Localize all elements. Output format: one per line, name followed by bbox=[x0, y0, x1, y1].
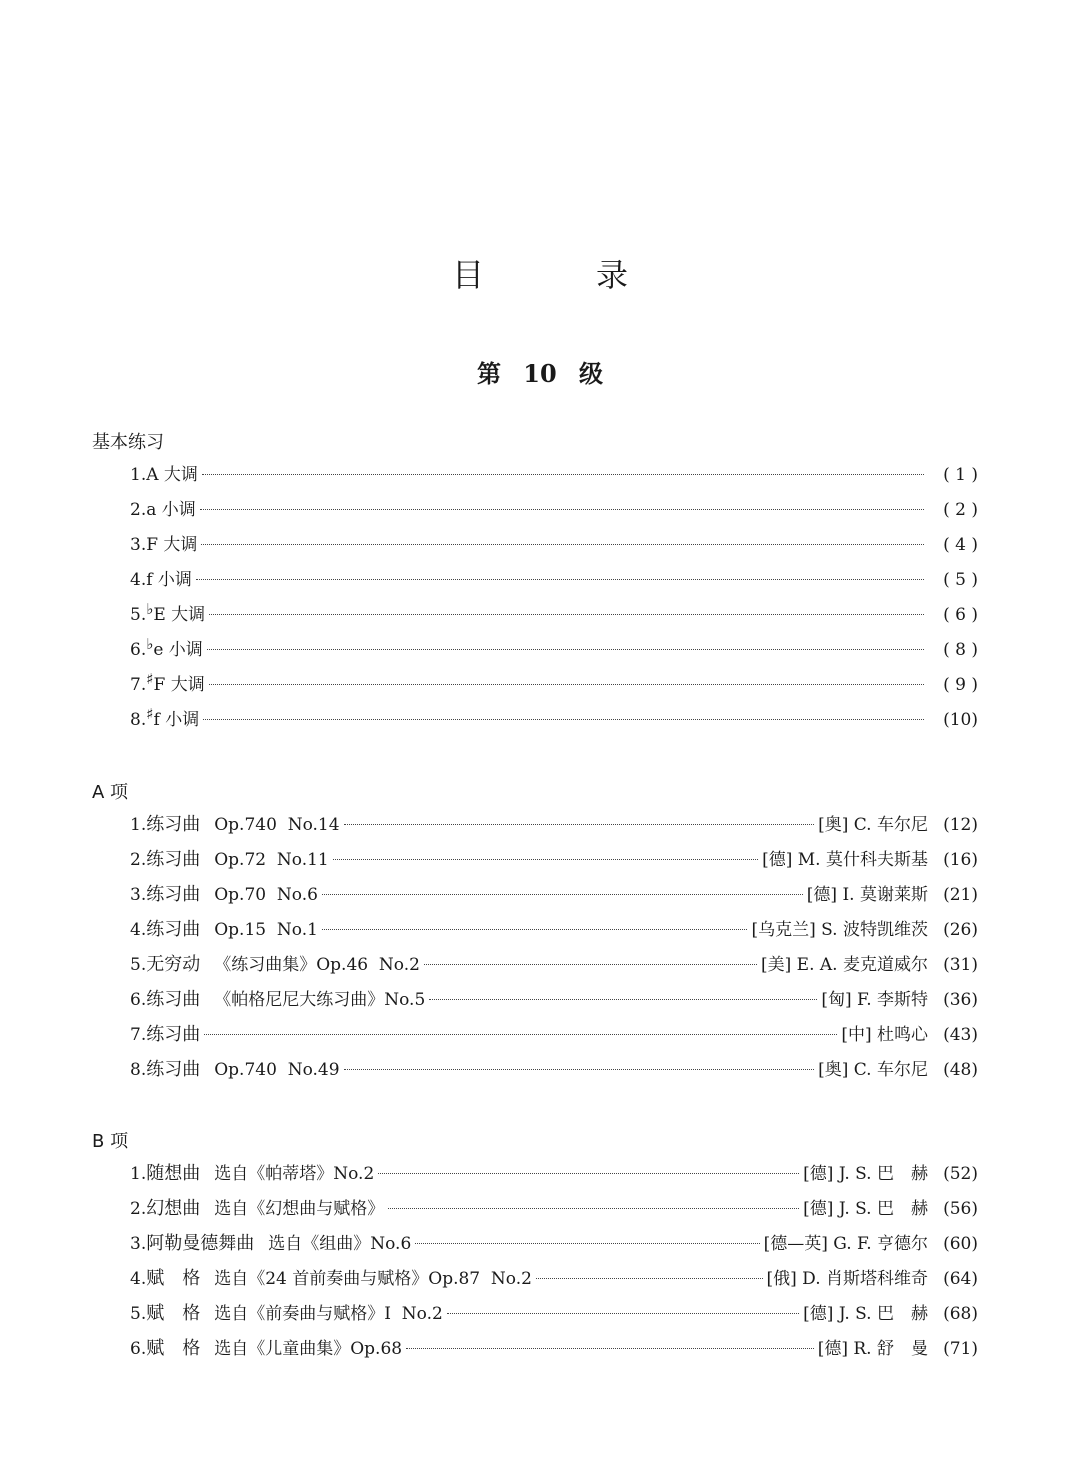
entry-number: 6. bbox=[130, 640, 147, 660]
entry-page: (36) bbox=[943, 990, 978, 1010]
entry-number: 1. bbox=[130, 815, 147, 835]
entry-number: 7. bbox=[130, 675, 147, 695]
toc-entry[interactable] bbox=[92, 600, 978, 635]
toc-entry[interactable] bbox=[92, 670, 978, 705]
toc-entry[interactable] bbox=[92, 950, 978, 985]
entry-page: (10) bbox=[943, 710, 978, 730]
entry-source: 选自《前奏曲与赋格》I No.2 bbox=[214, 1304, 443, 1324]
entry-key: F 大调 bbox=[146, 535, 198, 555]
entry-composer: [德] J. S. 巴 赫 bbox=[803, 1164, 928, 1184]
entry-title: 阿勒曼德舞曲 bbox=[146, 1233, 255, 1254]
toc-entry[interactable] bbox=[92, 460, 978, 495]
entry-key: f 小调 bbox=[146, 570, 192, 590]
entry-title: 练习曲 bbox=[146, 919, 201, 940]
toc-entry[interactable] bbox=[92, 530, 978, 565]
toc-entry[interactable] bbox=[92, 985, 978, 1020]
entry-number: 2. bbox=[130, 850, 147, 870]
entry-page: (68) bbox=[943, 1304, 978, 1324]
entry-source: Op.70 No.6 bbox=[214, 885, 318, 905]
entry-page: ( 2 ) bbox=[943, 500, 978, 520]
section-b-title: B 项 bbox=[92, 1131, 129, 1152]
leader-dots bbox=[322, 894, 803, 895]
accidental-symbol: ♯ bbox=[146, 670, 154, 688]
toc-entry[interactable] bbox=[92, 1055, 978, 1090]
leader-dots bbox=[204, 1034, 837, 1035]
entry-title: 练习曲 bbox=[146, 989, 201, 1010]
toc-title-char-1: 目 bbox=[451, 256, 484, 294]
entry-title: 练习曲 bbox=[146, 849, 201, 870]
entry-page: (26) bbox=[943, 920, 978, 940]
entry-page: (64) bbox=[943, 1269, 978, 1289]
toc-entry[interactable] bbox=[92, 635, 978, 670]
leader-dots bbox=[196, 579, 924, 580]
leader-dots bbox=[388, 1208, 799, 1209]
entry-title: 练习曲 bbox=[146, 884, 201, 905]
entry-number: 2. bbox=[130, 1199, 147, 1219]
entry-number: 4. bbox=[130, 1269, 147, 1289]
leader-dots bbox=[203, 719, 924, 720]
entry-number: 5. bbox=[130, 1304, 147, 1324]
leader-dots bbox=[344, 1069, 815, 1070]
toc-entry[interactable] bbox=[92, 495, 978, 530]
section-a-title: A 项 bbox=[92, 782, 129, 803]
leader-dots bbox=[207, 649, 924, 650]
entry-key: f 小调 bbox=[153, 710, 200, 730]
entry-page: (43) bbox=[943, 1025, 978, 1045]
leader-dots bbox=[429, 999, 817, 1000]
entry-title: 练习曲 bbox=[146, 1024, 201, 1045]
leader-dots bbox=[415, 1243, 759, 1244]
toc-entry[interactable] bbox=[92, 1194, 978, 1229]
entry-source: 选自《组曲》No.6 bbox=[268, 1234, 412, 1254]
leader-dots bbox=[406, 1348, 814, 1349]
entry-number: 5. bbox=[130, 605, 147, 625]
entry-page: (71) bbox=[943, 1339, 978, 1359]
entry-page: ( 4 ) bbox=[943, 535, 978, 555]
entry-number: 8. bbox=[130, 1060, 147, 1080]
leader-dots bbox=[202, 474, 924, 475]
entry-source: 《帕格尼尼大练习曲》No.5 bbox=[214, 990, 426, 1010]
entry-composer: [奥] C. 车尔尼 bbox=[818, 1060, 928, 1080]
entry-page: ( 8 ) bbox=[943, 640, 978, 660]
entry-key: F 大调 bbox=[153, 675, 205, 695]
entry-number: 1. bbox=[130, 1164, 147, 1184]
leader-dots bbox=[344, 824, 815, 825]
entry-page: ( 5 ) bbox=[943, 570, 978, 590]
entry-page: ( 6 ) bbox=[943, 605, 978, 625]
toc-entry[interactable] bbox=[92, 1159, 978, 1194]
entry-page: (52) bbox=[943, 1164, 978, 1184]
entry-composer: [中] 杜鸣心 bbox=[841, 1025, 928, 1045]
entry-key: e 小调 bbox=[153, 640, 203, 660]
entry-source: 选自《幻想曲与赋格》 bbox=[214, 1199, 385, 1219]
entry-title: 无穷动 bbox=[146, 954, 201, 975]
leader-dots bbox=[209, 684, 924, 685]
leader-dots bbox=[447, 1313, 799, 1314]
toc-entry[interactable] bbox=[92, 845, 978, 880]
entry-number: 6. bbox=[130, 990, 147, 1010]
entry-page: ( 9 ) bbox=[943, 675, 978, 695]
entry-page: (60) bbox=[943, 1234, 978, 1254]
leader-dots bbox=[536, 1278, 763, 1279]
entry-composer: [德] R. 舒 曼 bbox=[817, 1339, 928, 1359]
entry-source: 选自《儿童曲集》Op.68 bbox=[214, 1339, 403, 1359]
toc-title-char-2: 录 bbox=[596, 256, 629, 294]
accidental-symbol: ♭ bbox=[146, 600, 154, 618]
entry-key: A 大调 bbox=[146, 465, 198, 485]
entry-number: 3. bbox=[130, 885, 147, 905]
toc-entry[interactable] bbox=[92, 1229, 978, 1264]
entry-title: 随想曲 bbox=[146, 1163, 201, 1184]
entry-number: 6. bbox=[130, 1339, 147, 1359]
entry-page: (12) bbox=[943, 815, 978, 835]
toc-entry[interactable] bbox=[92, 565, 978, 600]
entry-composer: [德] I. 莫谢莱斯 bbox=[806, 885, 928, 905]
entry-source: 选自《24 首前奏曲与赋格》Op.87 No.2 bbox=[214, 1269, 532, 1289]
leader-dots bbox=[378, 1173, 799, 1174]
section-basic bbox=[92, 428, 978, 740]
entry-composer: [乌克兰] S. 波特凯维茨 bbox=[751, 920, 928, 940]
entry-title: 赋 格 bbox=[146, 1268, 201, 1289]
toc-entry[interactable] bbox=[92, 880, 978, 915]
leader-dots bbox=[209, 614, 924, 615]
leader-dots bbox=[200, 509, 924, 510]
toc-entry[interactable] bbox=[92, 1020, 978, 1055]
entry-composer: [匈] F. 李斯特 bbox=[821, 990, 928, 1010]
entry-source: 《练习曲集》Op.46 No.2 bbox=[214, 955, 420, 975]
entry-key: a 小调 bbox=[146, 500, 196, 520]
entry-composer: [奥] C. 车尔尼 bbox=[818, 815, 928, 835]
entry-title: 幻想曲 bbox=[146, 1198, 201, 1219]
toc-entry[interactable] bbox=[92, 915, 978, 950]
accidental-symbol: ♭ bbox=[146, 635, 154, 653]
entry-title: 练习曲 bbox=[146, 1059, 201, 1080]
entry-composer: [德] M. 莫什科夫斯基 bbox=[762, 850, 928, 870]
entry-page: (56) bbox=[943, 1199, 978, 1219]
leader-dots bbox=[333, 859, 758, 860]
leader-dots bbox=[322, 929, 748, 930]
accidental-symbol: ♯ bbox=[146, 705, 154, 723]
entry-composer: [德] J. S. 巴 赫 bbox=[803, 1199, 928, 1219]
entry-title: 练习曲 bbox=[146, 814, 201, 835]
toc-entry[interactable] bbox=[92, 1334, 978, 1369]
toc-entry[interactable] bbox=[92, 1264, 978, 1299]
entry-page: ( 1 ) bbox=[943, 465, 978, 485]
entry-source: Op.15 No.1 bbox=[214, 920, 318, 940]
entry-source: Op.740 No.49 bbox=[214, 1060, 340, 1080]
entry-number: 5. bbox=[130, 955, 147, 975]
entry-number: 3. bbox=[130, 535, 147, 555]
entry-page: (21) bbox=[943, 885, 978, 905]
entry-number: 3. bbox=[130, 1234, 147, 1254]
entry-number: 4. bbox=[130, 920, 147, 940]
entry-page: (48) bbox=[943, 1060, 978, 1080]
toc-entry[interactable] bbox=[92, 1299, 978, 1334]
section-b bbox=[92, 1127, 978, 1369]
entry-number: 7. bbox=[130, 1025, 147, 1045]
section-a bbox=[92, 778, 978, 1090]
entry-page: (16) bbox=[943, 850, 978, 870]
entry-source: Op.740 No.14 bbox=[214, 815, 340, 835]
entry-number: 2. bbox=[130, 500, 147, 520]
entry-title: 赋 格 bbox=[146, 1338, 201, 1359]
entry-title: 赋 格 bbox=[146, 1303, 201, 1324]
entry-page: (31) bbox=[943, 955, 978, 975]
toc-entry[interactable] bbox=[92, 705, 978, 740]
toc-entry[interactable] bbox=[92, 810, 978, 845]
entry-key: E 大调 bbox=[153, 605, 206, 625]
entry-source: 选自《帕蒂塔》No.2 bbox=[214, 1164, 375, 1184]
level-heading: 第 10 级 bbox=[476, 359, 604, 388]
entry-composer: [德] J. S. 巴 赫 bbox=[803, 1304, 928, 1324]
entry-number: 1. bbox=[130, 465, 147, 485]
entry-composer: [俄] D. 肖斯塔科维奇 bbox=[766, 1269, 928, 1289]
leader-dots bbox=[424, 964, 757, 965]
toc-title bbox=[0, 250, 1080, 296]
entry-number: 4. bbox=[130, 570, 147, 590]
section-basic-title: 基本练习 bbox=[92, 432, 164, 453]
entry-composer: [德—英] G. F. 亨德尔 bbox=[763, 1234, 928, 1254]
leader-dots bbox=[201, 544, 924, 545]
entry-source: Op.72 No.11 bbox=[214, 850, 329, 870]
entry-number: 8. bbox=[130, 710, 147, 730]
entry-composer: [美] E. A. 麦克道威尔 bbox=[761, 955, 928, 975]
